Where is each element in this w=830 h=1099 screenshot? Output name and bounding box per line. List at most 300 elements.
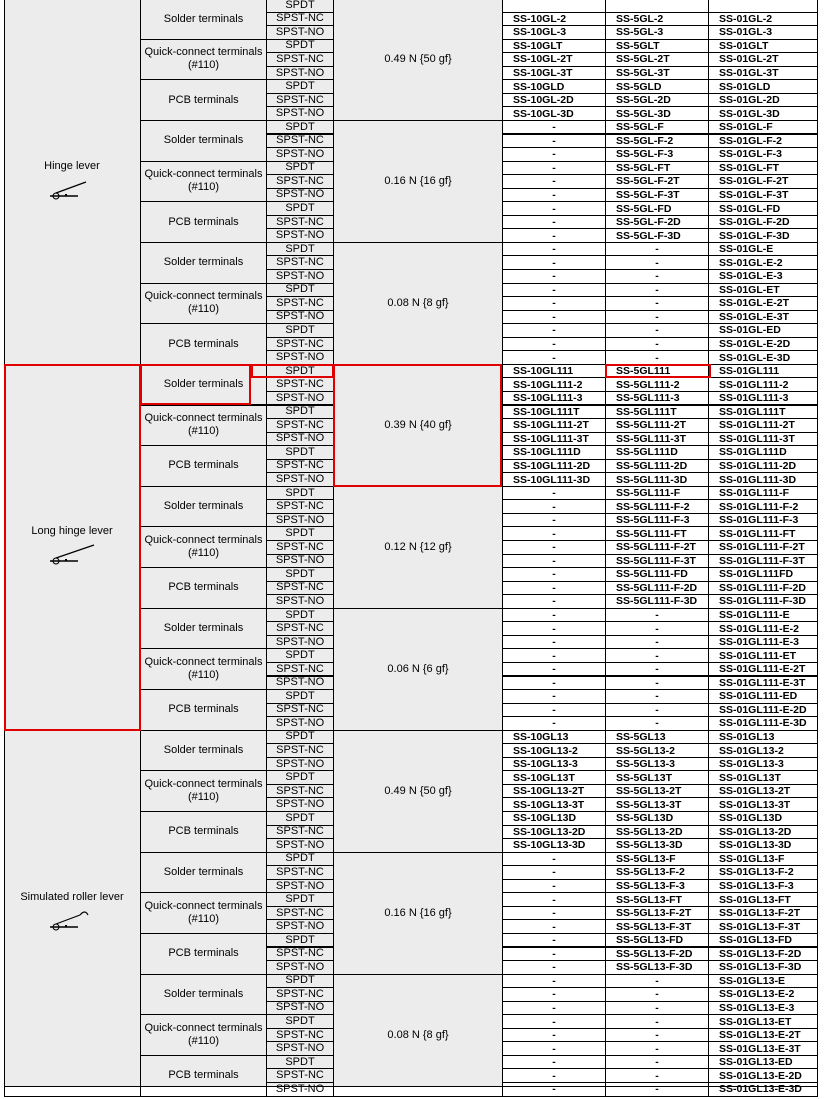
- model-number-cell: -: [605, 310, 709, 325]
- model-row: [502, 405, 818, 419]
- model-number-cell: SS-01GL-F-2T: [708, 174, 818, 189]
- model-row: [502, 825, 818, 839]
- model-row: [502, 25, 818, 39]
- model-number-cell: SS-5GLD: [605, 79, 709, 94]
- model-row: [502, 513, 818, 527]
- model-number-cell: -: [605, 648, 709, 663]
- terminal-type-cell: Quick-connect terminals (#110): [140, 161, 267, 203]
- model-number-cell: -: [502, 662, 606, 677]
- model-number-cell: -: [605, 242, 709, 257]
- model-number-cell: SS-5GL13-2T: [605, 784, 709, 799]
- model-number-cell: SS-01GL111-F: [708, 486, 818, 501]
- model-row: [502, 1082, 818, 1096]
- model-number-cell: SS-01GL13-F-2: [708, 865, 818, 880]
- model-number-cell: SS-01GL13-F: [708, 852, 818, 867]
- contact-form-cell: SPDT: [266, 526, 334, 541]
- model-number-cell: SS-01GL-2D: [708, 93, 818, 108]
- model-number-cell: SS-5GL13-F-3T: [605, 919, 709, 934]
- model-number-cell: -: [502, 228, 606, 243]
- model-number-cell: SS-01GL111-E-3D: [708, 716, 818, 731]
- model-row: [502, 79, 818, 93]
- contact-form-cell: SPDT: [266, 201, 334, 216]
- operating-force-cell: 0.08 N {8 gf}: [333, 974, 503, 1097]
- operating-force-cell: 0.39 N {40 gf}: [333, 364, 503, 487]
- contact-form-cell: SPST-NC: [266, 418, 334, 433]
- model-number-cell: SS-5GL-3T: [605, 66, 709, 81]
- model-row: [502, 716, 818, 730]
- model-number-cell: -: [605, 635, 709, 650]
- model-number-cell: SS-01GL13-E-3D: [708, 1082, 818, 1097]
- model-number-cell: -: [502, 865, 606, 880]
- model-row: [502, 581, 818, 595]
- model-number-cell: -: [605, 608, 709, 623]
- model-row: [502, 703, 818, 717]
- terminal-type-cell: Quick-connect terminals (#110): [140, 39, 267, 81]
- contact-form-cell: SPST-NO: [266, 716, 334, 731]
- model-number-cell: SS-01GL-E: [708, 242, 818, 257]
- model-number-cell: SS-01GL111-E-2D: [708, 703, 818, 718]
- model-number-cell: SS-01GL111-ET: [708, 648, 818, 663]
- model-number-cell: SS-5GL111-F: [605, 486, 709, 501]
- model-number-cell: -: [605, 1014, 709, 1029]
- model-number-cell: -: [605, 1028, 709, 1043]
- terminal-type-cell: Solder terminals: [140, 242, 267, 284]
- contact-form-cell: SPST-NC: [266, 296, 334, 311]
- model-number-cell: -: [502, 296, 606, 311]
- model-number-cell: SS-5GL13-F-2T: [605, 906, 709, 921]
- contact-form-cell: SPST-NO: [266, 635, 334, 650]
- model-row: [502, 323, 818, 337]
- contact-form-cell: SPST-NC: [266, 987, 334, 1002]
- model-number-cell: SS-01GL-FD: [708, 201, 818, 216]
- model-row: [502, 865, 818, 879]
- terminal-type-cell: Solder terminals: [140, 486, 267, 528]
- model-number-cell: SS-01GL111-2: [708, 377, 818, 392]
- contact-form-cell: SPDT: [266, 79, 334, 94]
- model-number-cell: SS-5GL13-2: [605, 743, 709, 758]
- model-number-cell: SS-01GL111-E-3T: [708, 676, 818, 691]
- contact-form-cell: SPDT: [266, 974, 334, 989]
- model-row: [502, 757, 818, 771]
- model-number-cell: -: [502, 120, 606, 135]
- model-number-cell: -: [502, 1068, 606, 1083]
- model-number-cell: SS-5GL13: [605, 730, 709, 745]
- actuator-2: [4, 525, 140, 565]
- model-number-cell: SS-5GLT: [605, 39, 709, 54]
- model-number-cell: SS-01GL-E-2T: [708, 296, 818, 311]
- contact-form-cell: SPDT: [266, 608, 334, 623]
- model-number-cell: -: [605, 1082, 709, 1097]
- contact-form-cell: SPST-NO: [266, 594, 334, 609]
- model-number-cell: SS-01GL-E-2D: [708, 337, 818, 352]
- actuator-1: [4, 160, 140, 200]
- model-number-cell: SS-10GLD: [502, 79, 606, 94]
- model-number-cell: SS-10GL-2: [502, 12, 606, 27]
- model-row: [502, 852, 818, 866]
- model-row: [502, 906, 818, 920]
- model-number-cell: SS-01GL13: [708, 730, 818, 745]
- terminal-type-cell: PCB terminals: [140, 567, 267, 609]
- contact-form-cell: SPST-NC: [266, 337, 334, 352]
- model-number-cell: -: [502, 486, 606, 501]
- model-row: [502, 215, 818, 229]
- contact-form-cell: SPST-NO: [266, 797, 334, 812]
- model-number-cell: SS-5GL13-F-2D: [605, 947, 709, 962]
- contact-form-cell: SPST-NO: [266, 960, 334, 975]
- model-number-cell: SS-01GL13-E-3T: [708, 1041, 818, 1056]
- model-number-cell: SS-10GL-2T: [502, 52, 606, 67]
- actuator-label: Simulated roller lever: [20, 890, 124, 903]
- model-number-cell: SS-5GL111-2T: [605, 418, 709, 433]
- model-number-cell: SS-10GL13: [502, 730, 606, 745]
- model-number-cell: SS-01GL111FD: [708, 567, 818, 582]
- contact-form-cell: SPST-NO: [266, 269, 334, 284]
- model-row: [502, 526, 818, 540]
- model-number-cell: -: [605, 283, 709, 298]
- model-row: [502, 947, 818, 961]
- model-row: [502, 635, 818, 649]
- model-row: [502, 0, 818, 12]
- model-number-cell: -: [502, 974, 606, 989]
- contact-form-cell: SPDT: [266, 689, 334, 704]
- terminal-type-cell: Solder terminals: [140, 364, 267, 406]
- model-row: [502, 554, 818, 568]
- model-number-cell: SS-01GL13-2D: [708, 825, 818, 840]
- model-number-cell: SS-5GL13-3: [605, 757, 709, 772]
- model-row: [502, 418, 818, 432]
- operating-force-cell: 0.12 N {12 gf}: [333, 486, 503, 609]
- model-number-cell: SS-01GL-3T: [708, 66, 818, 81]
- model-row: [502, 1055, 818, 1069]
- model-number-cell: SS-5GL111D: [605, 445, 709, 460]
- model-row: [502, 1014, 818, 1028]
- model-number-cell: SS-10GL111D: [502, 445, 606, 460]
- model-number-cell: SS-5GL-2T: [605, 52, 709, 67]
- model-number-cell: -: [605, 716, 709, 731]
- contact-form-cell: SPST-NC: [266, 1068, 334, 1083]
- model-number-cell: -: [502, 215, 606, 230]
- model-number-cell: SS-10GL13T: [502, 770, 606, 785]
- model-number-cell: SS-01GL111-FT: [708, 526, 818, 541]
- contact-form-cell: SPDT: [266, 242, 334, 257]
- model-number-cell: SS-01GL13-2T: [708, 784, 818, 799]
- model-number-cell: SS-5GL13-FT: [605, 892, 709, 907]
- model-number-cell: -: [502, 892, 606, 907]
- model-number-cell: -: [502, 554, 606, 569]
- model-number-cell: -: [605, 987, 709, 1002]
- model-number-cell: -: [502, 906, 606, 921]
- contact-form-cell: SPST-NC: [266, 743, 334, 758]
- model-number-cell: SS-01GL13-3D: [708, 838, 818, 853]
- model-number-cell: SS-01GL13-ET: [708, 1014, 818, 1029]
- contact-form-cell: SPST-NO: [266, 676, 334, 691]
- model-row: [502, 608, 818, 622]
- model-row: [502, 540, 818, 554]
- terminal-type-cell: PCB terminals: [140, 811, 267, 853]
- model-number-cell: -: [502, 161, 606, 176]
- contact-form-cell: SPST-NC: [266, 581, 334, 596]
- contact-form-cell: SPDT: [266, 161, 334, 176]
- model-number-cell: SS-01GL-F-3T: [708, 188, 818, 203]
- model-number-cell: SS-01GL111-3: [708, 391, 818, 406]
- contact-form-cell: SPST-NO: [266, 391, 334, 406]
- contact-form-cell: SPDT: [266, 852, 334, 867]
- model-number-cell: SS-01GL-ET: [708, 283, 818, 298]
- model-row: [502, 432, 818, 446]
- model-number-cell: -: [502, 201, 606, 216]
- model-row: [502, 242, 818, 256]
- model-number-cell: -: [502, 174, 606, 189]
- hinge-lever-icon: [46, 178, 98, 200]
- model-number-cell: -: [502, 147, 606, 162]
- model-number-cell: -: [605, 703, 709, 718]
- model-number-cell: SS-5GL-F-3: [605, 147, 709, 162]
- terminal-type-cell: Solder terminals: [140, 120, 267, 162]
- terminal-type-cell: Solder terminals: [140, 730, 267, 772]
- model-number-cell: SS-01GL111D: [708, 445, 818, 460]
- contact-form-cell: SPST-NO: [266, 106, 334, 121]
- model-number-cell: SS-01GL13-E-3: [708, 1001, 818, 1016]
- model-row: [502, 377, 818, 391]
- model-number-cell: -: [502, 1082, 606, 1097]
- model-number-cell: -: [605, 662, 709, 677]
- contact-form-cell: SPDT: [266, 364, 334, 379]
- model-number-cell: -: [605, 676, 709, 691]
- contact-form-cell: SPST-NO: [266, 432, 334, 447]
- model-number-cell: SS-10GL111-2T: [502, 418, 606, 433]
- contact-form-cell: SPST-NO: [266, 188, 334, 203]
- model-number-cell: SS-01GL111-E: [708, 608, 818, 623]
- model-number-cell: SS-01GL-F-3D: [708, 228, 818, 243]
- model-number-cell: SS-5GL111-F-3: [605, 513, 709, 528]
- model-number-cell: SS-5GL-3: [605, 25, 709, 40]
- model-number-cell: -: [502, 1041, 606, 1056]
- model-number-cell: SS-5GL13D: [605, 811, 709, 826]
- model-row: [502, 134, 818, 148]
- model-row: [502, 472, 818, 486]
- model-number-cell: -: [605, 296, 709, 311]
- model-row: [502, 391, 818, 405]
- model-row: [502, 648, 818, 662]
- model-row: [502, 445, 818, 459]
- contact-form-cell: SPST-NC: [266, 134, 334, 149]
- model-number-cell: -: [502, 947, 606, 962]
- model-number-cell: -: [502, 703, 606, 718]
- model-number-cell: SS-01GL-F-3: [708, 147, 818, 162]
- model-row: [502, 567, 818, 581]
- model-number-cell: -: [605, 337, 709, 352]
- model-number-cell: -: [502, 608, 606, 623]
- model-number-cell: SS-01GL111-E-2: [708, 621, 818, 636]
- contact-form-cell: SPST-NC: [266, 255, 334, 270]
- model-row: [502, 364, 818, 378]
- terminal-type-cell: Solder terminals: [140, 0, 267, 40]
- contact-form-cell: SPST-NC: [266, 947, 334, 962]
- terminal-type-cell: Quick-connect terminals (#110): [140, 283, 267, 325]
- contact-form-cell: SPST-NC: [266, 499, 334, 514]
- model-number-cell: SS-01GL-3: [708, 25, 818, 40]
- model-number-cell: -: [502, 350, 606, 365]
- contact-form-cell: SPST-NC: [266, 215, 334, 230]
- model-number-cell: -: [605, 269, 709, 284]
- model-row: [502, 120, 818, 134]
- contact-form-cell: SPST-NO: [266, 66, 334, 81]
- model-number-cell: SS-01GL111-ED: [708, 689, 818, 704]
- contact-form-cell: SPDT: [266, 648, 334, 663]
- model-row: [502, 228, 818, 242]
- model-number-cell: -: [605, 1068, 709, 1083]
- contact-form-cell: SPDT: [266, 445, 334, 460]
- model-number-cell: SS-01GL-E-2: [708, 255, 818, 270]
- model-number-cell: SS-5GL13-3D: [605, 838, 709, 853]
- model-number-cell: SS-10GL-3: [502, 25, 606, 40]
- contact-form-cell: SPDT: [266, 283, 334, 298]
- model-row: [502, 960, 818, 974]
- terminal-type-cell: Quick-connect terminals (#110): [140, 405, 267, 447]
- model-row: [502, 310, 818, 324]
- operating-force-cell: 0.08 N {8 gf}: [333, 242, 503, 365]
- contact-form-cell: SPST-NO: [266, 472, 334, 487]
- contact-form-cell: SPST-NO: [266, 228, 334, 243]
- model-number-cell: SS-01GL111-3T: [708, 432, 818, 447]
- contact-form-cell: SPST-NO: [266, 310, 334, 325]
- model-number-cell: SS-5GL-3D: [605, 106, 709, 121]
- model-number-cell: SS-10GL111T: [502, 405, 606, 420]
- model-number-cell: SS-5GL-2: [605, 12, 709, 27]
- model-number-cell: SS-5GL-F-2T: [605, 174, 709, 189]
- model-number-cell: -: [502, 323, 606, 338]
- contact-form-cell: SPDT: [266, 486, 334, 501]
- contact-form-cell: SPDT: [266, 1055, 334, 1070]
- model-number-cell: SS-01GL111-F-3D: [708, 594, 818, 609]
- model-number-cell: -: [605, 1055, 709, 1070]
- model-number-cell: -: [502, 540, 606, 555]
- model-number-cell: SS-01GL111T: [708, 405, 818, 420]
- model-number-cell: SS-5GL111-F-3D: [605, 594, 709, 609]
- model-row: [502, 93, 818, 107]
- model-row: [502, 919, 818, 933]
- terminal-type-cell: PCB terminals: [140, 933, 267, 975]
- model-number-cell: -: [502, 255, 606, 270]
- model-number-cell: SS-10GL-3D: [502, 106, 606, 121]
- model-number-cell: SS-01GL13-3T: [708, 797, 818, 812]
- contact-form-cell: SPDT: [266, 120, 334, 135]
- model-number-cell: -: [605, 621, 709, 636]
- model-number-cell: SS-5GL-FT: [605, 161, 709, 176]
- model-row: [502, 621, 818, 635]
- model-row: [502, 838, 818, 852]
- model-number-cell: SS-01GL111-E-3: [708, 635, 818, 650]
- long-hinge-lever-icon: [46, 543, 98, 565]
- model-number-cell: SS-01GL111-F-2: [708, 499, 818, 514]
- contact-form-cell: SPST-NC: [266, 52, 334, 67]
- model-row: [502, 1001, 818, 1015]
- model-number-cell: -: [502, 716, 606, 731]
- actuator-label: Hinge lever: [44, 159, 100, 172]
- actuator-3: [4, 891, 140, 931]
- model-row: [502, 662, 818, 676]
- model-number-cell: SS-5GL111: [605, 364, 709, 379]
- model-row: [502, 811, 818, 825]
- terminal-type-cell: Quick-connect terminals (#110): [140, 1014, 267, 1056]
- model-number-cell: -: [502, 188, 606, 203]
- contact-form-cell: SPDT: [266, 405, 334, 420]
- model-number-cell: SS-01GLT: [708, 39, 818, 54]
- model-number-cell: -: [502, 919, 606, 934]
- operating-force-cell: 0.16 N {16 gf}: [333, 852, 503, 975]
- model-row: [502, 188, 818, 202]
- operating-force-cell: 0.16 N {16 gf}: [333, 120, 503, 243]
- contact-form-cell: SPDT: [266, 39, 334, 54]
- model-row: [502, 269, 818, 283]
- terminal-type-cell: PCB terminals: [140, 323, 267, 365]
- model-number-cell: SS-01GL-F-2D: [708, 215, 818, 230]
- model-number-cell: SS-10GL111: [502, 364, 606, 379]
- model-row: [502, 66, 818, 80]
- model-number-cell: SS-01GL-2T: [708, 52, 818, 67]
- model-row: [502, 1068, 818, 1082]
- contact-form-cell: SPST-NC: [266, 540, 334, 555]
- model-number-cell: -: [502, 310, 606, 325]
- model-row: [502, 892, 818, 906]
- model-number-cell: SS-01GL13-ED: [708, 1055, 818, 1070]
- model-number-cell: -: [605, 255, 709, 270]
- contact-form-cell: SPDT: [266, 933, 334, 948]
- model-number-cell: SS-5GL111-3: [605, 391, 709, 406]
- model-number-cell: -: [502, 960, 606, 975]
- model-number-cell: -: [605, 974, 709, 989]
- model-number-cell: -: [502, 987, 606, 1002]
- operating-force-cell: 0.49 N {50 gf}: [333, 730, 503, 853]
- model-number-cell: -: [605, 1041, 709, 1056]
- model-row: [502, 499, 818, 513]
- model-number-cell: SS-10GL111-2: [502, 377, 606, 392]
- model-number-cell: SS-10GLT: [502, 39, 606, 54]
- contact-form-cell: SPST-NO: [266, 1082, 334, 1097]
- contact-form-cell: SPST-NC: [266, 703, 334, 718]
- model-number-cell: SS-01GL13-F-3T: [708, 919, 818, 934]
- model-number-cell: SS-5GL13-F-3D: [605, 960, 709, 975]
- model-row: [502, 201, 818, 215]
- model-number-cell: SS-01GL13-E-2T: [708, 1028, 818, 1043]
- contact-form-cell: SPST-NC: [266, 174, 334, 189]
- contact-form-cell: SPST-NC: [266, 784, 334, 799]
- model-number-cell: SS-01GL111-F-3T: [708, 554, 818, 569]
- model-number-cell: -: [502, 513, 606, 528]
- model-number-cell: SS-5GL111-2D: [605, 459, 709, 474]
- model-number-cell: -: [605, 689, 709, 704]
- model-number-cell: SS-01GL13-F-3D: [708, 960, 818, 975]
- terminal-type-cell: PCB terminals: [140, 1055, 267, 1097]
- model-number-cell: SS-5GL-F: [605, 120, 709, 135]
- terminal-type-cell: Solder terminals: [140, 852, 267, 894]
- model-number-cell: SS-01GL111-F-2T: [708, 540, 818, 555]
- model-number-cell: SS-5GL111-F-2: [605, 499, 709, 514]
- model-row: [502, 974, 818, 988]
- model-number-cell: -: [502, 581, 606, 596]
- model-number-cell: SS-5GL13-3T: [605, 797, 709, 812]
- model-number-cell: SS-10GL-3T: [502, 66, 606, 81]
- model-number-cell: SS-10GL13-2: [502, 743, 606, 758]
- contact-form-cell: SPST-NO: [266, 919, 334, 934]
- model-number-cell: SS-5GL13-2D: [605, 825, 709, 840]
- model-row: [502, 486, 818, 500]
- model-number-cell: SS-01GL111: [708, 364, 818, 379]
- contact-form-cell: SPDT: [266, 1014, 334, 1029]
- model-number-cell: SS-5GL13-F: [605, 852, 709, 867]
- model-number-cell: SS-01GL13-3: [708, 757, 818, 772]
- contact-form-cell: SPST-NO: [266, 554, 334, 569]
